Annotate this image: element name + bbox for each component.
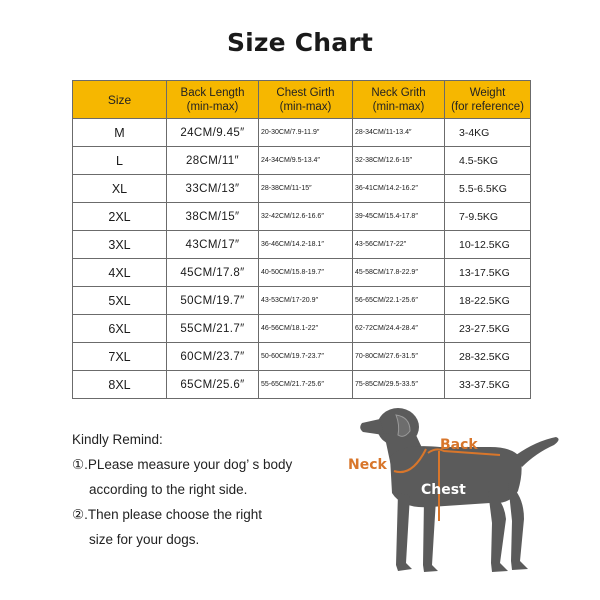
neck-girth-cell: 45-58CM/17.8-22.9″: [353, 259, 445, 287]
chest-girth-cell: 20-30CM/7.9-11.9″: [259, 119, 353, 147]
chest-girth-cell: 40-50CM/15.8-19.7″: [259, 259, 353, 287]
weight-cell: 3-4KG: [445, 119, 531, 147]
weight-cell: 23-27.5KG: [445, 315, 531, 343]
size-cell: M: [73, 119, 167, 147]
weight-cell: 28-32.5KG: [445, 343, 531, 371]
header-neck-girth-label: Neck Grith: [371, 86, 426, 99]
back-length-cell: 50CM/19.7″: [167, 287, 259, 315]
page-title: Size Chart: [226, 28, 374, 57]
weight-cell: 13-17.5KG: [445, 259, 531, 287]
back-length-cell: 43CM/17″: [167, 231, 259, 259]
chest-girth-cell: 55-65CM/21.7-25.6″: [259, 371, 353, 399]
remind-line-2: according to the right side.: [89, 482, 248, 497]
chest-girth-cell: 32-42CM/12.6-16.6″: [259, 203, 353, 231]
header-chest-girth: [259, 81, 353, 119]
header-back-length-sub: (min-max): [186, 100, 239, 113]
table-row: [73, 147, 531, 175]
table-row: [73, 203, 531, 231]
weight-cell: 10-12.5KG: [445, 231, 531, 259]
header-size: Size: [73, 81, 167, 119]
back-length-cell: 38CM/15″: [167, 203, 259, 231]
size-cell: 5XL: [73, 287, 167, 315]
size-cell: 8XL: [73, 371, 167, 399]
header-chest-girth-label: Chest Girth: [276, 86, 335, 99]
table-row: [73, 175, 531, 203]
size-chart-table: [72, 80, 531, 399]
neck-label: Neck: [348, 457, 387, 473]
weight-cell: 33-37.5KG: [445, 371, 531, 399]
size-cell: 4XL: [73, 259, 167, 287]
neck-girth-cell: 75-85CM/29.5-33.5″: [353, 371, 445, 399]
header-back-length: [167, 81, 259, 119]
neck-girth-cell: 28-34CM/11-13.4″: [353, 119, 445, 147]
size-cell: XL: [73, 175, 167, 203]
back-label: Back: [440, 437, 478, 453]
chest-label: Chest: [421, 482, 466, 498]
chest-girth-cell: 36-46CM/14.2-18.1″: [259, 231, 353, 259]
chest-girth-cell: 46-56CM/18.1-22″: [259, 315, 353, 343]
weight-cell: 7-9.5KG: [445, 203, 531, 231]
header-back-length-label: Back Length: [180, 86, 245, 99]
header-weight-sub: (for reference): [451, 100, 524, 113]
table-row: [73, 315, 531, 343]
dog-measurement-diagram: [340, 395, 570, 585]
header-chest-girth-sub: (min-max): [279, 100, 332, 113]
kindly-remind-note: [72, 427, 352, 552]
chest-girth-cell: 24-34CM/9.5-13.4″: [259, 147, 353, 175]
header-neck-girth-sub: (min-max): [372, 100, 425, 113]
weight-cell: 5.5-6.5KG: [445, 175, 531, 203]
size-cell: L: [73, 147, 167, 175]
neck-girth-cell: 32-38CM/12.6-15″: [353, 147, 445, 175]
remind-line-1: ①.PLease measure your dog’ s body: [72, 457, 293, 472]
table-row: [73, 343, 531, 371]
back-length-cell: 28CM/11″: [167, 147, 259, 175]
table-row: [73, 119, 531, 147]
table-row: [73, 231, 531, 259]
size-cell: 7XL: [73, 343, 167, 371]
header-weight: [445, 81, 531, 119]
size-cell: 2XL: [73, 203, 167, 231]
size-cell: 3XL: [73, 231, 167, 259]
table-row: [73, 259, 531, 287]
back-length-cell: 65CM/25.6″: [167, 371, 259, 399]
table-header-row: [73, 81, 531, 119]
header-neck-girth: [353, 81, 445, 119]
chest-girth-cell: 28-38CM/11-15″: [259, 175, 353, 203]
back-length-cell: 60CM/23.7″: [167, 343, 259, 371]
weight-cell: 4.5-5KG: [445, 147, 531, 175]
neck-girth-cell: 36-41CM/14.2-16.2″: [353, 175, 445, 203]
neck-girth-cell: 39-45CM/15.4-17.8″: [353, 203, 445, 231]
chest-girth-cell: 50-60CM/19.7-23.7″: [259, 343, 353, 371]
back-length-cell: 33CM/13″: [167, 175, 259, 203]
header-weight-label: Weight: [469, 86, 506, 99]
table-row: [73, 287, 531, 315]
neck-girth-cell: 62-72CM/24.4-28.4″: [353, 315, 445, 343]
back-length-cell: 55CM/21.7″: [167, 315, 259, 343]
neck-girth-cell: 56-65CM/22.1-25.6″: [353, 287, 445, 315]
back-length-cell: 24CM/9.45″: [167, 119, 259, 147]
weight-cell: 18-22.5KG: [445, 287, 531, 315]
neck-girth-cell: 70-80CM/27.6-31.5″: [353, 343, 445, 371]
back-length-cell: 45CM/17.8″: [167, 259, 259, 287]
size-cell: 6XL: [73, 315, 167, 343]
remind-heading: Kindly Remind:: [72, 432, 163, 447]
chest-girth-cell: 43-53CM/17-20.9″: [259, 287, 353, 315]
remind-line-4: size for your dogs.: [89, 532, 200, 547]
neck-girth-cell: 43-56CM/17-22″: [353, 231, 445, 259]
remind-line-3: ②.Then please choose the right: [72, 507, 262, 522]
